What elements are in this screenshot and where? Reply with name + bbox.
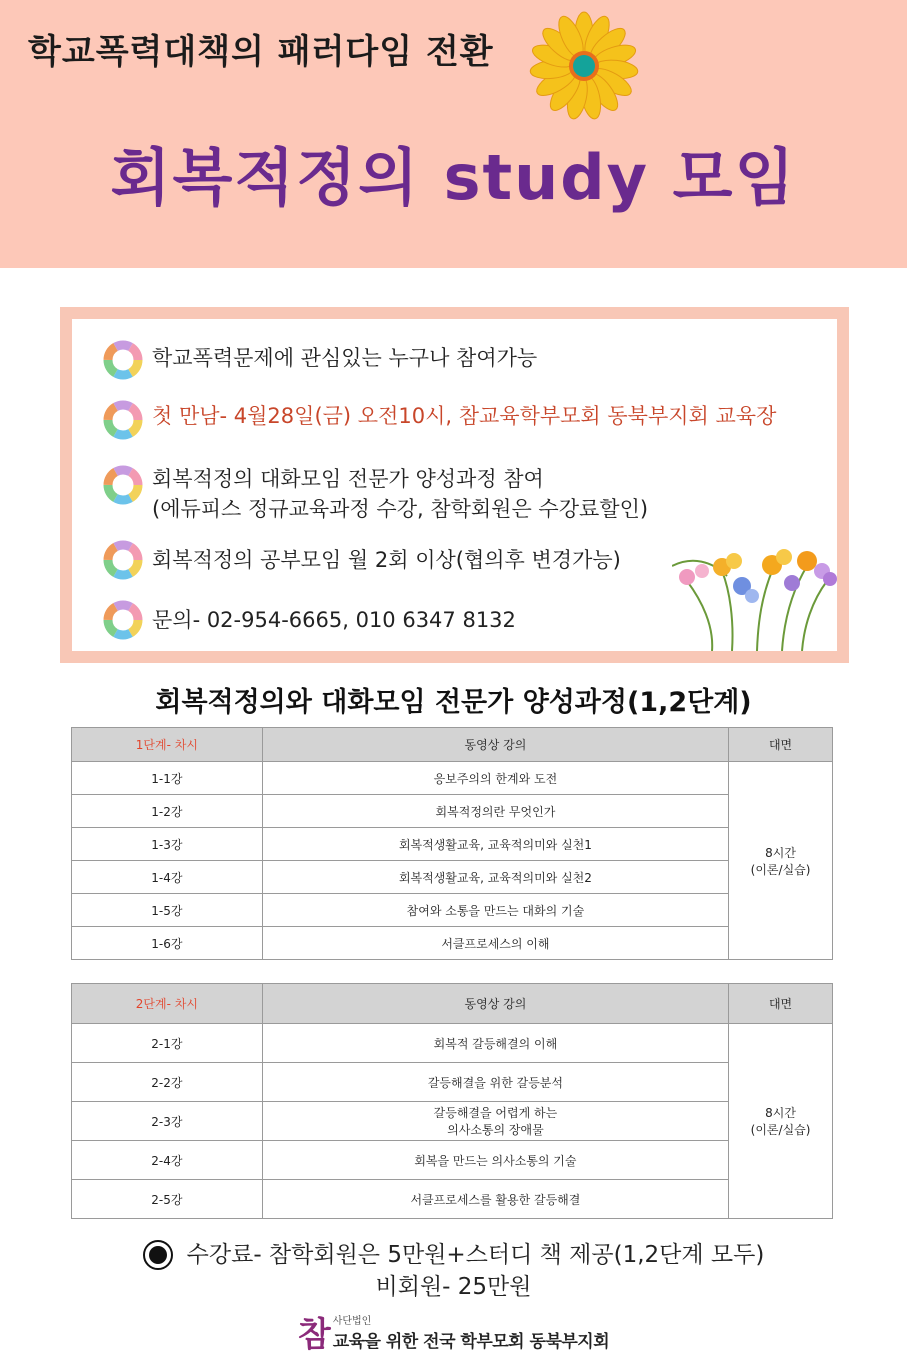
table-row [72,894,833,927]
header-banner [0,0,907,268]
lecture-line: 갈등해결을 어렵게 하는 [433,1106,558,1120]
session-cell: 2-2강 [72,1063,263,1102]
info-box [60,307,849,663]
lecture-line: 의사소통의 장애물 [447,1123,544,1137]
session-cell: 1-2강 [72,795,263,828]
table-row [72,1102,833,1141]
session-cell: 2-4강 [72,1141,263,1180]
footer-logo [0,1312,907,1355]
table-row [72,828,833,861]
header-video-lecture: 동영상 강의 [262,728,728,762]
lecture-cell: 회복적생활교육, 교육적의미와 실천1 [262,828,728,861]
info-item [102,464,648,524]
info-item [102,399,776,441]
color-wheel-icon [102,399,144,441]
info-text-sub: (에듀피스 정규교육과정 수강, 참학회원은 수강료할인) [152,497,649,521]
info-item [102,599,516,641]
fee-line [143,1240,765,1270]
lecture-cell: 회복적생활교육, 교육적의미와 실천2 [262,861,728,894]
header-subtitle: 학교폭력대책의 패러다임 전환 [28,32,494,72]
header-session: 1단계- 차시 [72,728,263,762]
footer-texts [333,1312,609,1352]
info-item [102,539,621,581]
info-box-inner [72,319,837,651]
table-header-row [72,728,833,762]
session-cell: 1-3강 [72,828,263,861]
session-cell: 1-1강 [72,762,263,795]
table-row [72,1063,833,1102]
course-table-stage1 [71,727,833,960]
fee-section [0,1240,907,1302]
organization-name: 교육을 위한 전국 학부모회 동북부지회 [332,1332,610,1352]
lecture-cell: 서클프로세스의 이해 [262,927,728,960]
lecture-cell: 서클프로세스를 활용한 갈등해결 [262,1180,728,1219]
header-video-lecture: 동영상 강의 [262,984,728,1024]
info-text-contact: 문의- 02-954-6665, 010 6347 8132 [152,608,516,632]
fee-member-text: 수강료- 참학회원은 5만원+스터디 책 제공(1,2단계 모두) [186,1242,765,1268]
table-row [72,762,833,795]
session-cell: 2-3강 [72,1102,263,1141]
color-wheel-icon [102,464,144,506]
info-item [102,339,537,381]
section-title: 회복적정의와 대화모임 전문가 양성과정(1,2단계) [155,687,752,718]
info-text: 학교폭력문제에 관심있는 누구나 참여가능 [152,346,538,370]
table-row [72,861,833,894]
color-wheel-icon [102,339,144,381]
fee-nonmember-text: 비회원- 25만원 [375,1274,532,1300]
in-person-type: (이론/실습) [750,862,811,877]
session-cell: 2-1강 [72,1024,263,1063]
lecture-cell: 응보주의의 한계와 도전 [262,762,728,795]
info-text-block [152,464,648,524]
table-row [72,1180,833,1219]
in-person-type: (이론/실습) [750,1123,811,1137]
lecture-cell: 회복적정의란 무엇인가 [262,795,728,828]
lecture-cell: 참여와 소통을 만드는 대화의 기술 [262,894,728,927]
lecture-cell: 회복적 갈등해결의 이해 [262,1024,728,1063]
session-cell: 1-6강 [72,927,263,960]
color-wheel-icon [102,539,144,581]
info-text-first-meeting: 첫 만남- 4월28일(금) 오전10시, 참교육학부모회 동북부지회 교육장 [152,404,777,428]
info-text: 회복적정의 공부모임 월 2회 이상(협의후 변경가능) [152,548,621,572]
table-row [72,795,833,828]
in-person-hours: 8시간 [765,1106,796,1120]
session-cell: 1-5강 [72,894,263,927]
lecture-cell: 갈등해결을 위한 갈등분석 [262,1063,728,1102]
lecture-cell: 회복을 만드는 의사소통의 기술 [262,1141,728,1180]
yellow-daisy-icon [528,10,640,122]
session-cell: 1-4강 [72,861,263,894]
lecture-cell [262,1102,728,1141]
color-wheel-icon [102,599,144,641]
footer-small-label: 사단법인 [332,1316,372,1327]
course-table-stage2 [71,983,833,1219]
table-row [72,1141,833,1180]
table-row [72,1024,833,1063]
header-session: 2단계- 차시 [72,984,263,1024]
freesia-bouquet-icon [672,541,842,651]
table-header-row [72,984,833,1024]
main-title: 회복적정의 study 모임 [110,141,797,214]
in-person-cell [729,1024,833,1219]
radio-bullet-icon [143,1240,173,1270]
session-cell: 2-5강 [72,1180,263,1219]
organization-logo-mark: 참 [297,1315,331,1355]
table-row [72,927,833,960]
in-person-hours: 8시간 [765,845,796,860]
header-in-person: 대면 [729,984,833,1024]
in-person-cell [729,762,833,960]
header-in-person: 대면 [729,728,833,762]
info-text: 회복적정의 대화모임 전문가 양성과정 참여 [152,467,544,491]
